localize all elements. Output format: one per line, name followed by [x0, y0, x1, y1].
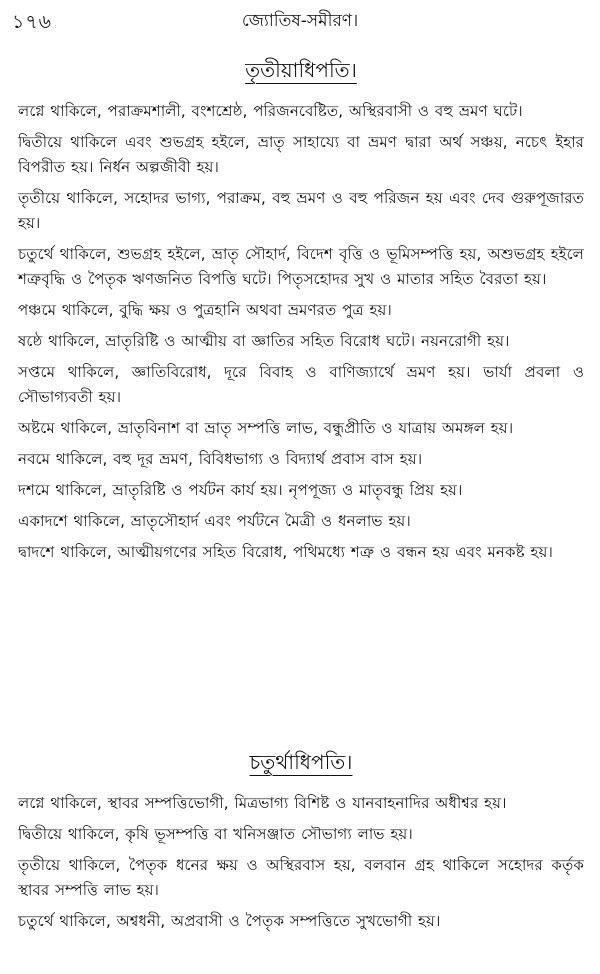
- paragraph: নবমে থাকিলে, বহু দূর ভ্রমণ, বিবিধভাগ্য ও বিদ্যার্থ প্রবাস বাস হয়।: [18, 450, 423, 468]
- paragraph: দ্বিতীয়ে থাকিলে, কৃষি ভূসম্পত্তি বা খনিসঞ্জাত সৌভাগ্য লাভ হয়।: [18, 825, 413, 843]
- page-header: [0, 4, 600, 34]
- page-number: ১৭৬: [12, 11, 53, 33]
- section-title: তৃতীয়াধিপতি।: [245, 58, 357, 82]
- paragraph: পঞ্চমে থাকিলে, বুদ্ধি ক্ষয় ও পুত্রহানি অথবা ভ্রমণরত পুত্র হয়।: [18, 301, 392, 319]
- paragraph: লগ্নে থাকিলে, স্থাবর সম্পত্তিভোগী, মিত্রভাগ্য বিশিষ্ট ও যানবাহনাদির অধীশ্বর হয়।: [18, 794, 507, 812]
- paragraph: চতুর্থে থাকিলে, শুভগ্রহ হইলে, ভ্রাতৃ সৌহার্দ, বিদেশ বৃত্তি ও ভূমিসম্পত্তি হয়, অশুভগ্রহ হইলে শত্রুবৃদ্ধি ও পৈতৃক ঋণজনিত বিপত্তি ঘটে। পিতৃসহোদর সুখ ও মাতার সহিত বৈরতা হয়।: [18, 245, 584, 288]
- running-title: জ্যোতিষ-সমীরণ।: [241, 11, 359, 31]
- paragraph: তৃতীয়ে থাকিলে, পৈতৃক ধনের ক্ষয় ও অস্থিরবাস হয়, বলবান গ্রহ থাকিলে সহোদর কর্তৃক স্থাবর সম্পত্তি লাভ হয়।: [18, 856, 584, 899]
- paragraph: সপ্তমে থাকিলে, জ্ঞাতিবিরোধ, দূরে বিবাহ ও বাণিজ্যার্থে ভ্রমণ হয়। ভার্যা প্রবলা ও সৌভাগ্যবতী হয়।: [18, 363, 584, 406]
- paragraph: অষ্টমে থাকিলে, ভ্রাতৃবিনাশ বা ভ্রাতৃ সম্পত্তি লাভ, বন্ধুপ্রীতি ও যাত্রায় অমঙ্গল হয়।: [18, 419, 514, 437]
- paragraph: একাদশে থাকিলে, ভ্রাতৃসৌহার্দ এবং পর্যটনে মৈত্রী ও ধনলাভ হয়।: [18, 512, 411, 530]
- paragraph: ষষ্ঠে থাকিলে, ভ্রাতৃরিষ্টি ও আত্মীয় বা জ্ঞাতির সহিত বিরোধ ঘটে। নয়নরোগী হয়।: [18, 332, 510, 350]
- paragraph: চতুর্থে থাকিলে, অশ্বধনী, অপ্রবাসী ও পৈতৃক সম্পত্তিতে সুখভোগী হয়।: [18, 912, 441, 930]
- paragraph: দ্বাদশে থাকিলে, আত্মীয়গণের সহিত বিরোধ, পথিমধ্যে শত্রু ও বন্ধন হয় এবং মনকষ্ট হয়।: [18, 543, 553, 561]
- section-fourth-lord: [18, 748, 584, 940]
- section-title: চতুর্থাধিপতি।: [249, 750, 353, 774]
- paragraph: লগ্নে থাকিলে, পরাক্রমশালী, বংশশ্রেষ্ঠ, পরিজনবেষ্টিত, অস্থিরবাসী ও বহু ভ্রমণ ঘটে।: [18, 102, 523, 120]
- paragraph: তৃতীয়ে থাকিলে, সহোদর ভাগ্য, পরাক্রম, বহু ভ্রমণ ও বহু পরিজন হয় এবং দেব গুরুপূজারত হয়।: [18, 189, 584, 232]
- section-third-lord: [18, 56, 584, 571]
- paragraph: দশমে থাকিলে, ভ্রাতৃরিষ্টি ও পর্যটন কার্য হয়। নৃপপূজ্য ও মাতৃবন্ধু প্রিয় হয়।: [18, 481, 463, 499]
- paragraph: দ্বিতীয়ে থাকিলে এবং শুভগ্রহ হইলে, ভ্রাতৃ সাহায্যে বা ভ্রমণ দ্বারা অর্থ সঞ্চয়, নচেৎ ইহার বিপরীত হয়। নির্ধন অল্পজীবী হয়।: [18, 133, 584, 176]
